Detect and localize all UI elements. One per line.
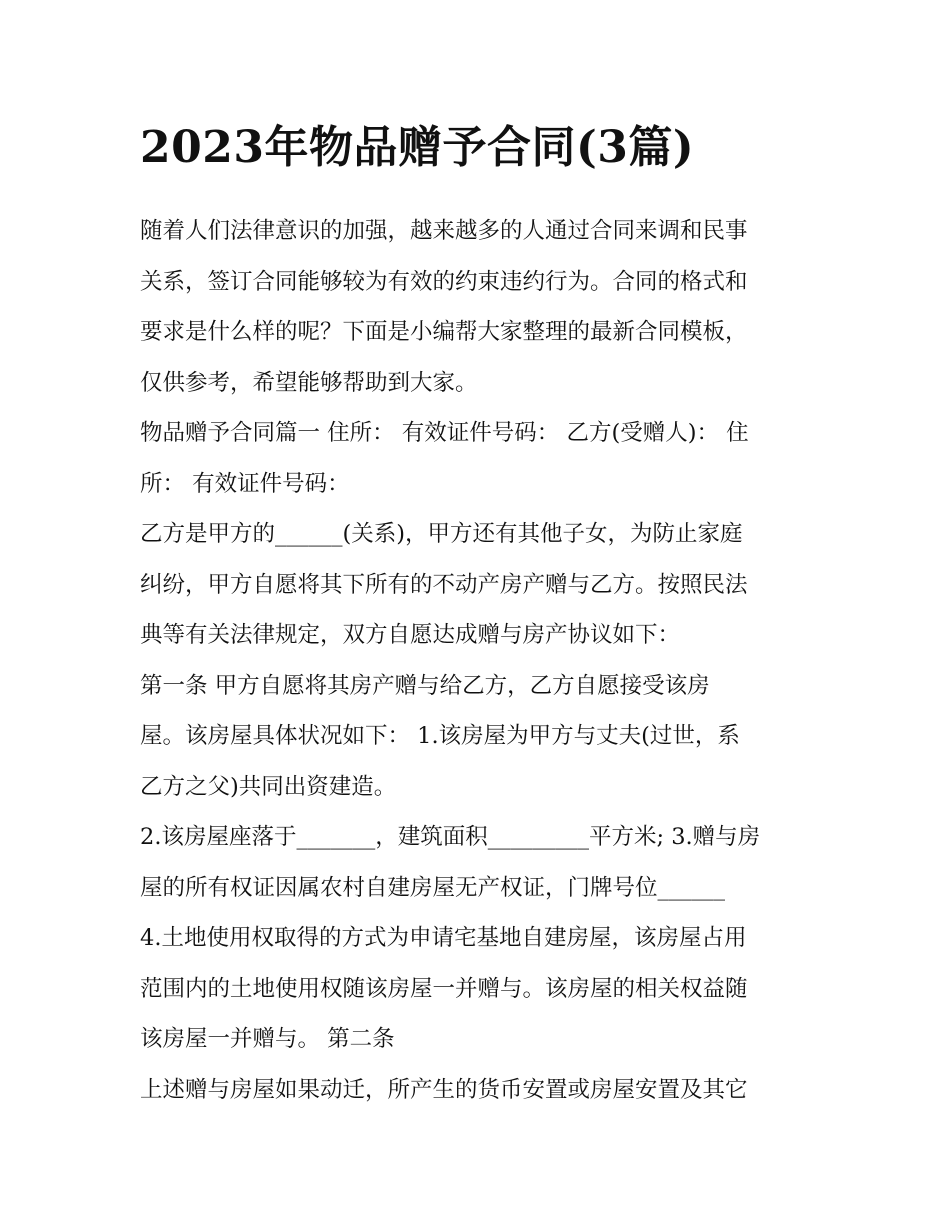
document-title: 2023年物品赠予合同(3篇) bbox=[140, 122, 695, 173]
text-line: 物品赠予合同篇一 住所： 有效证件号码： 乙方(受赠人)： 住 bbox=[140, 420, 749, 446]
text-line: 仅供参考，希望能够帮助到大家。 bbox=[140, 369, 478, 396]
paragraph-parties bbox=[140, 408, 820, 509]
text-line: 关系，签订合同能够较为有效的约束违约行为。合同的格式和 bbox=[140, 268, 748, 295]
text-line: 典等有关法律规定，双方自愿达成赠与房产协议如下： bbox=[140, 622, 681, 648]
text-line: 范围内的土地使用权随该房屋一并赠与。该房屋的相关权益随 bbox=[140, 975, 748, 1002]
text-line: 4.土地使用权取得的方式为申请宅基地自建房屋，该房屋占用 bbox=[140, 925, 747, 951]
text-line: 屋的所有权证因属农村自建房屋无产权证，门牌号位______ bbox=[140, 874, 726, 901]
text-line: 随着人们法律意识的加强，越来越多的人通过合同来调和民事 bbox=[140, 218, 748, 244]
text-line: 第一条 甲方自愿将其房产赠与给乙方，乙方自愿接受该房 bbox=[140, 672, 710, 699]
text-line: 2.该房屋座落于_______，建筑面积_________平方米; 3.赠与房 bbox=[140, 824, 761, 850]
paragraph-relocation bbox=[140, 1065, 820, 1116]
paragraph-property-details bbox=[140, 812, 820, 1065]
text-line: 乙方之父)共同出资建造。 bbox=[140, 773, 397, 800]
text-line: 要求是什么样的呢？下面是小编帮大家整理的最新合同模板， bbox=[140, 319, 748, 345]
text-line: 乙方是甲方的______(关系)，甲方还有其他子女，为防止家庭 bbox=[140, 521, 743, 547]
text-line: 纠纷，甲方自愿将其下所有的不动产房产赠与乙方。按照民法 bbox=[140, 571, 748, 598]
paragraph-relationship bbox=[140, 509, 820, 661]
document-page bbox=[140, 118, 820, 1115]
paragraph-intro bbox=[140, 206, 820, 408]
text-line: 屋。该房屋具体状况如下： 1.该房屋为甲方与丈夫(过世，系 bbox=[140, 723, 740, 749]
paragraph-article-1 bbox=[140, 661, 820, 813]
text-line: 所： 有效证件号码： bbox=[140, 470, 350, 497]
text-line: 该房屋一并赠与。 第二条 bbox=[140, 1026, 395, 1052]
text-line: 上述赠与房屋如果动迁，所产生的货币安置或房屋安置及其它 bbox=[140, 1076, 748, 1103]
